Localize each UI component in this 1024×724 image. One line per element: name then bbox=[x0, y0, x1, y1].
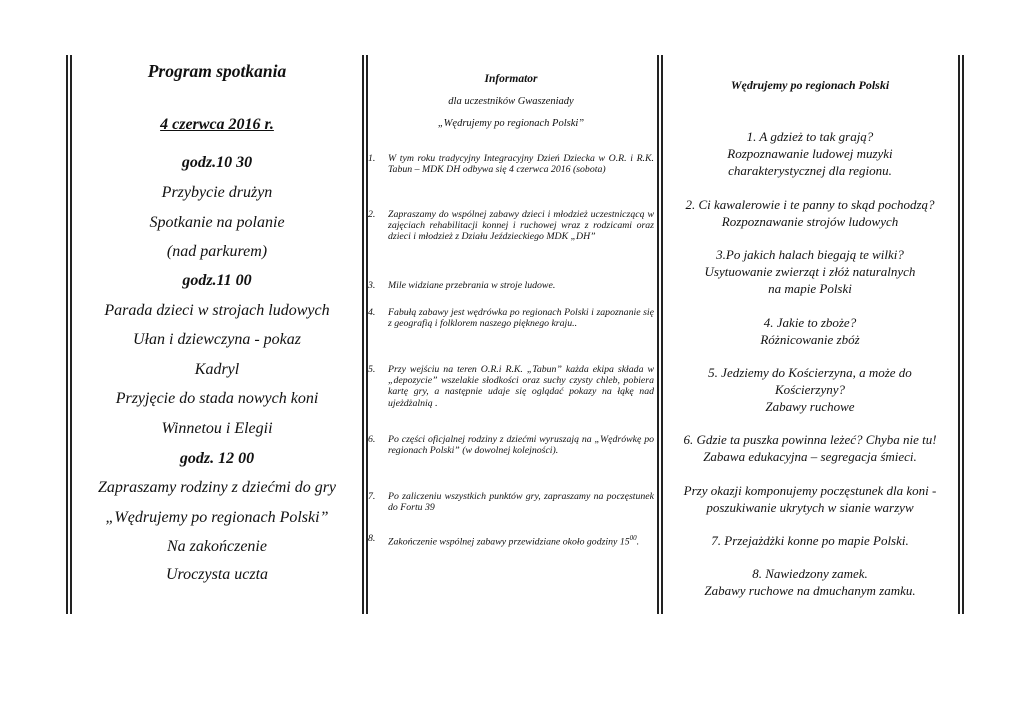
regions-line: Różnicowanie zbóż bbox=[760, 332, 860, 347]
list-item-text: Po części oficjalnej rodziny z dziećmi wyruszają na „Wędrówkę po regionach Polski” (w dowolnej kolejności). bbox=[388, 434, 654, 457]
list-item-text: Po zaliczeniu wszystkich punktów gry, zapraszamy na poczęstunek do Fortu 39 bbox=[388, 491, 654, 514]
list-item-number: 2. bbox=[368, 209, 376, 220]
column-rule bbox=[66, 55, 72, 614]
list-item-text: Mile widziane przebrania w stroje ludowe. bbox=[388, 280, 556, 291]
list-item-text: Przy wejściu na teren O.R.i R.K. „Tabun” każda ekipa składa w „depozycie” wszelakie słodkości oraz suchy czysty chleb, pobiera kartę gry, a następnie udaje się oglądać pokazy na łąkę nad ujeżdżalnią . bbox=[388, 364, 654, 409]
list-item-number: 4. bbox=[368, 307, 376, 318]
program-line: godz.11 00 bbox=[182, 272, 252, 289]
program-line: godz. 12 00 bbox=[179, 450, 255, 467]
regions-line: na mapie Polski bbox=[768, 281, 852, 296]
informator-title: Informator bbox=[484, 73, 538, 85]
regions-line: Zabawy ruchowe bbox=[765, 399, 855, 414]
program-line: Winnetou i Elegii bbox=[161, 420, 273, 437]
list-item-text: Zapraszamy do wspólnej zabawy dzieci i młodzież uczestniczącą w zajęciach rehabilitacji konnej i ruchowej wraz z rodzicami oraz dzieci i młodzież z Działu Jeździeckiego MDK „DH” bbox=[388, 209, 654, 243]
program-line: Uroczysta uczta bbox=[165, 566, 269, 583]
informator-theme: „Wędrujemy po regionach Polski” bbox=[437, 118, 585, 129]
list-item-number: 6. bbox=[368, 434, 376, 445]
program-line: Spotkanie na polanie bbox=[149, 214, 285, 231]
regions-line: Kościerzyny? bbox=[774, 382, 846, 397]
informator-subtitle: dla uczestników Gwaszeniady bbox=[448, 96, 574, 107]
regions-line: 7. Przejażdżki konne po mapie Polski. bbox=[711, 533, 909, 548]
program-line: Przybycie drużyn bbox=[161, 184, 273, 201]
regions-line: Rozpoznawanie ludowej muzyki bbox=[727, 146, 893, 161]
program-line: Parada dzieci w strojach ludowych bbox=[104, 302, 330, 319]
column-rule bbox=[362, 55, 368, 614]
list-item-text-main: Zakończenie wspólnej zabawy przewidziane około godziny 15 bbox=[388, 536, 630, 548]
regions-title: Wędrujemy po regionach Polski bbox=[730, 78, 890, 92]
list-item-text bbox=[388, 533, 654, 547]
regions-line: Przy okazji komponujemy poczęstunek dla koni - bbox=[683, 483, 937, 498]
program-line: Przyjęcie do stada nowych koni bbox=[115, 390, 319, 407]
regions-line: 8. Nawiedzony zamek. bbox=[752, 566, 868, 581]
regions-line: Zabawa edukacyjna – segregacja śmieci. bbox=[703, 449, 917, 464]
list-item-text: Fabułą zabawy jest wędrówka po regionach Polski i zapoznanie się z geografią i folklorem naszego pięknego kraju.. bbox=[388, 307, 654, 330]
program-line: Zapraszamy rodziny z dziećmi do gry bbox=[97, 479, 337, 496]
time-superscript: 00 bbox=[629, 534, 637, 542]
list-item-text-tail: . bbox=[636, 536, 640, 548]
column-rule bbox=[657, 55, 663, 614]
program-title: Program spotkania bbox=[147, 61, 287, 81]
regions-line: 2. Ci kawalerowie i te panny to skąd pochodzą? bbox=[685, 197, 935, 212]
list-item-number: 3. bbox=[368, 280, 376, 291]
list-item-number: 5. bbox=[368, 364, 376, 375]
program-line: godz.10 30 bbox=[181, 154, 253, 171]
regions-line: 5. Jedziemy do Kościerzyna, a może do bbox=[708, 365, 912, 380]
column-rule bbox=[958, 55, 964, 614]
regions-line: 3.Po jakich halach biegają te wilki? bbox=[716, 247, 904, 262]
program-date: 4 czerwca 2016 r. bbox=[160, 116, 274, 133]
regions-line: 1. A gdzież to tak grają? bbox=[746, 129, 874, 144]
regions-line: Rozpoznawanie strojów ludowych bbox=[721, 214, 899, 229]
program-line: Na zakończenie bbox=[167, 538, 267, 555]
regions-line: charakterystycznej dla regionu. bbox=[728, 163, 892, 178]
regions-line: poszukiwanie ukrytych w sianie warzyw bbox=[706, 500, 914, 515]
program-line: „Wędrujemy po regionach Polski” bbox=[105, 509, 329, 526]
program-line: Kadryl bbox=[194, 361, 240, 378]
program-line: (nad parkurem) bbox=[166, 243, 268, 260]
regions-line: 6. Gdzie ta puszka powinna leżeć? Chyba nie tu! bbox=[683, 432, 937, 447]
regions-line: Zabawy ruchowe na dmuchanym zamku. bbox=[704, 583, 916, 598]
list-item-number: 1. bbox=[368, 153, 376, 164]
regions-line: 4. Jakie to zboże? bbox=[763, 315, 857, 330]
list-item-number: 7. bbox=[368, 491, 376, 502]
regions-line: Usytuowanie zwierząt i złóż naturalnych bbox=[704, 264, 916, 279]
list-item-text: W tym roku tradycyjny Integracyjny Dzień Dziecka w O.R. i R.K. Tabun – MDK DH odbywa się 4 czerwca 2016 (sobota) bbox=[388, 153, 654, 176]
list-item-number: 8. bbox=[368, 533, 376, 544]
program-line: Ułan i dziewczyna - pokaz bbox=[133, 331, 301, 348]
